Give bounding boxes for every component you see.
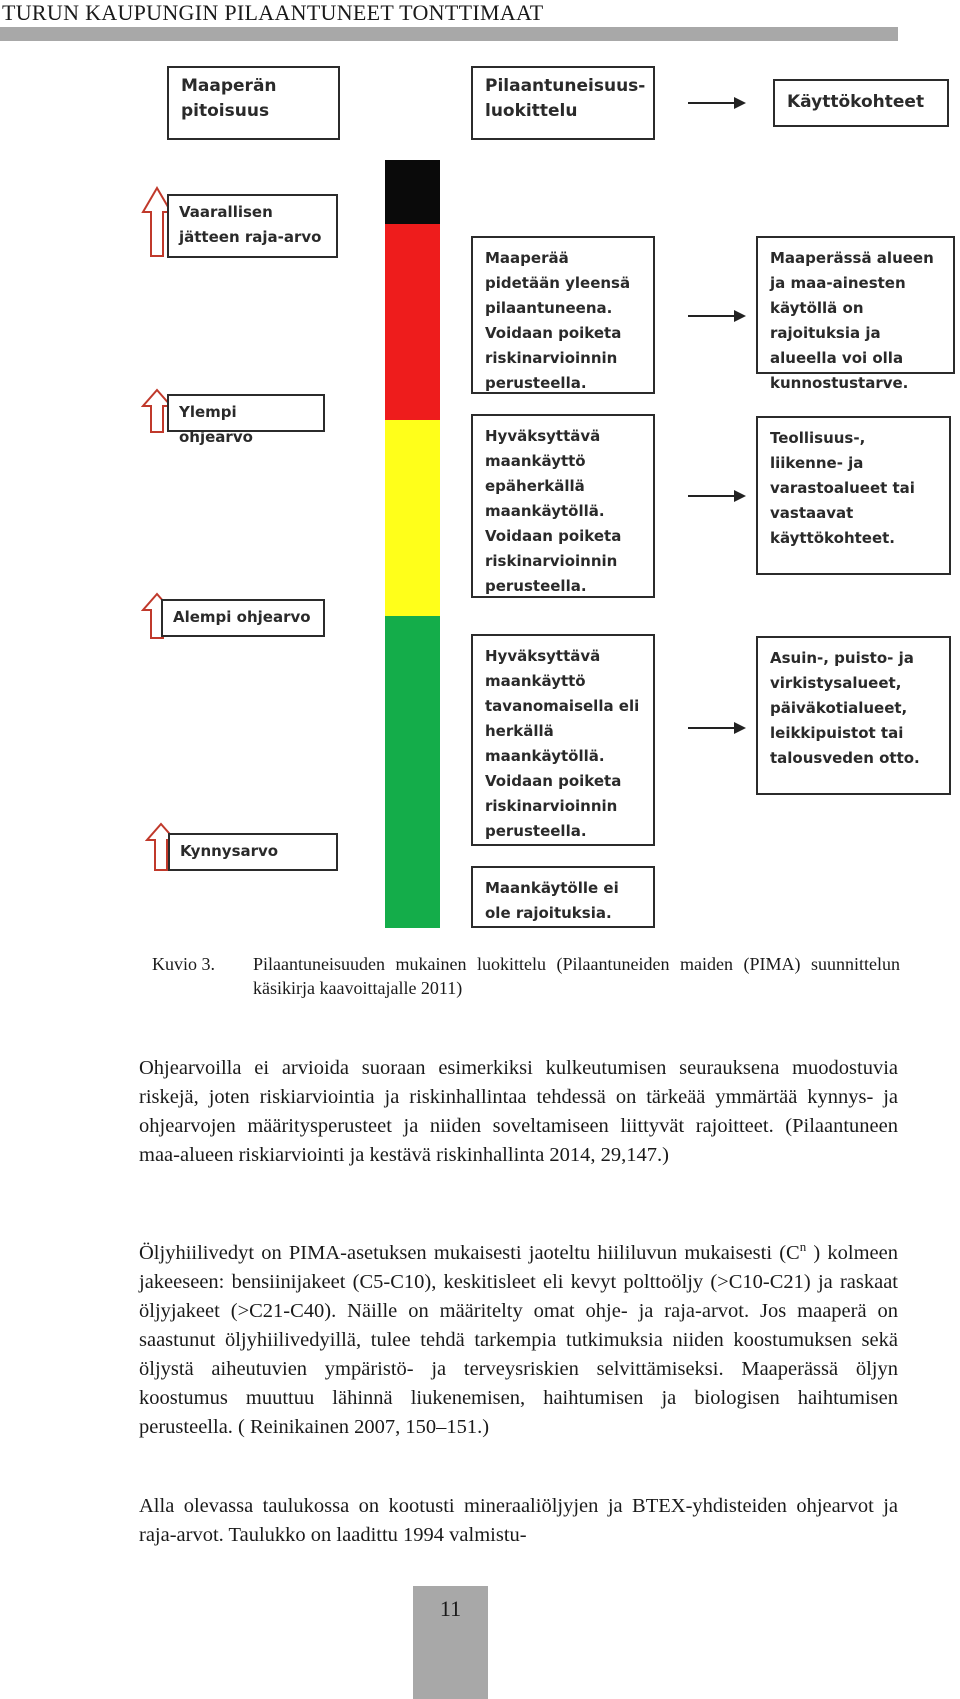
caption-text: Pilaantuneisuuden mukainen luokittelu (Pilaantuneiden maiden (PIMA) suunnittelun käsikirja kaavoittajalle 2011) xyxy=(253,954,900,998)
threshold-lower-guideline: Alempi ohjearvo xyxy=(161,599,325,637)
head-soil-concentration: Maaperän pitoisuus xyxy=(167,66,340,140)
class-box-nonsensitive: Hyväksyttävä maankäyttö epäherkällä maankäytöllä. Voidaan poiketa riskinarvioinnin perusteella. xyxy=(471,414,655,598)
bar-green xyxy=(385,616,440,928)
arrow-to-use-2 xyxy=(688,489,746,503)
use-box-residential: Asuin-, puisto- ja virkistysalueet, päiväkotialueet, leikkipuistot tai talousveden otto. xyxy=(756,636,951,795)
running-header: TURUN KAUPUNGIN PILAANTUNEET TONTTIMAAT xyxy=(2,0,544,25)
class-box-sensitive: Hyväksyttävä maankäyttö tavanomaisella eli herkällä maankäytöllä. Voidaan poiketa riskinarvioinnin perusteella. xyxy=(471,634,655,846)
class-box-contaminated: Maaperää pidetään yleensä pilaantuneena. Voidaan poiketa riskinarvioinnin perusteella. xyxy=(471,236,655,394)
use-box-industrial: Teollisuus-, liikenne- ja varastoalueet tai vastaavat käyttökohteet. xyxy=(756,416,951,575)
threshold-hazardous-waste: Vaarallisen jätteen raja-arvo xyxy=(167,194,338,258)
superscript-n: n xyxy=(799,1239,807,1254)
page-number-box xyxy=(413,1586,488,1699)
arrow-to-use-3 xyxy=(688,721,746,735)
head-classification: Pilaantuneisuus-luokittelu xyxy=(471,66,655,140)
head-arrow xyxy=(688,96,746,110)
bar-red xyxy=(385,224,440,420)
class-box-no-restrictions: Maankäytölle ei ole rajoituksia. xyxy=(471,866,655,928)
threshold-upper-guideline: Ylempi ohjearvo xyxy=(167,394,325,432)
paragraph-3: Alla olevassa taulukossa on kootusti mineraaliöljyjen ja BTEX-yhdisteiden ohjearvot ja raja-arvot. Taulukko on laadittu 1994 valmistu- xyxy=(139,1495,898,1546)
page-number: 11 xyxy=(439,1596,462,1621)
threshold-limit-value: Kynnysarvo xyxy=(168,833,338,871)
use-box-restricted: Maaperässä alueen ja maa-ainesten käytöllä on rajoituksia ja alueella voi olla kunnostustarve. xyxy=(756,236,955,374)
caption-number: Kuvio 3. xyxy=(152,954,215,974)
paragraph-2 xyxy=(139,1232,898,1442)
arrow-to-use-1 xyxy=(688,309,746,323)
bar-yellow xyxy=(385,420,440,616)
paragraph-2-rest: ) kolmeen jakeeseen: bensiinijakeet (C5-C10), keskitisleet eli kevyt polttoöljy (>C10-C21) ja raskaat öljyjakeet (>C21-C40). Näille on määritelty omat ohje- ja raja-arvot. Jos maaperä on saastunut öljyhiilivedyillä, tulee tehdä tarkempia tutkimuksia niiden koostumuksen sekä öljystä aiheutuvien ympäristö- ja terveysriskien selvittämiseksi. Maaperässä öljyn koostumus muuttuu lähinnä liukenemisen, haihtumisen ja biologisen haihtumisen perusteella. ( Reinikainen 2007, 150–151.) xyxy=(139,1241,898,1438)
bar-black xyxy=(385,160,440,224)
paragraph-1: Ohjearvoilla ei arvioida suoraan esimerkiksi kulkeutumisen seurauksena muodostuvia riskejä, joten riskiarviointia ja riskinhallintaa tehdessä on tärkeää ymmärtää kynnys- ja ohjearvojen määritysperusteet ja niiden soveltamiseen liittyvät rajoitteet. (Pilaantuneen maa-alueen riskiarviointi ja kestävä riskinhallinta 2014, 29,147.) xyxy=(139,1057,898,1166)
head-uses: Käyttökohteet xyxy=(773,79,949,127)
paragraph-2-start: Öljyhiilivedyt on PIMA-asetuksen mukaisesti jaoteltu hiililuvun mukaisesti (C xyxy=(139,1241,800,1264)
